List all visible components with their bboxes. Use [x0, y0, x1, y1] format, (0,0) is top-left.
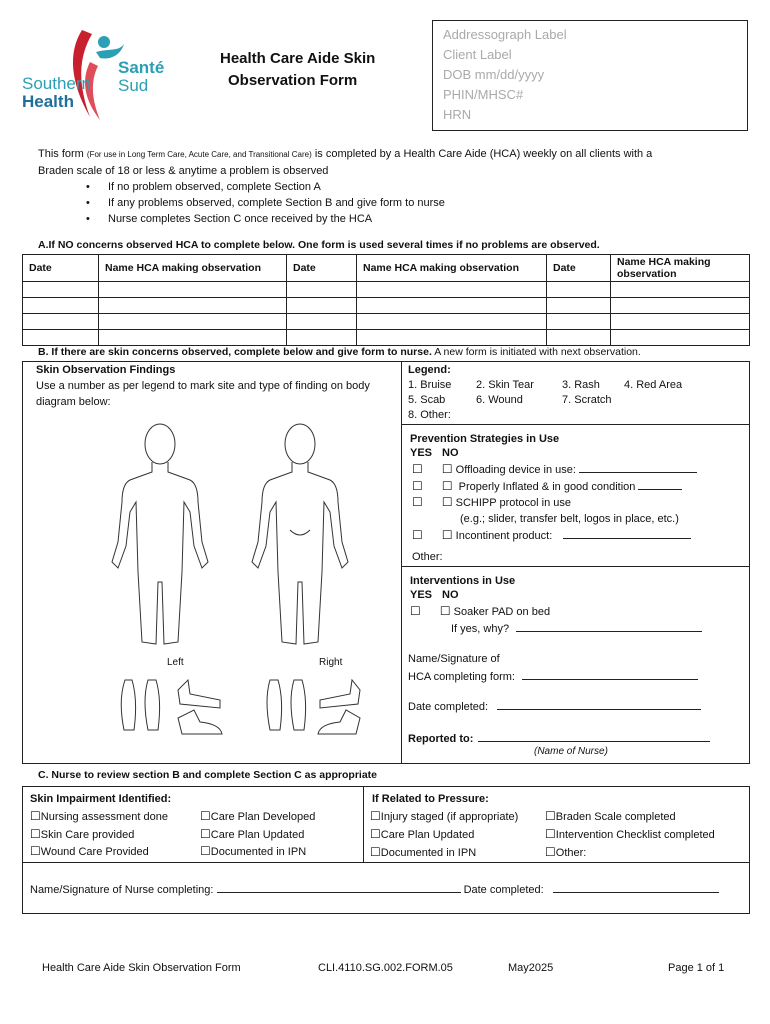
footer-page: Page 1 of 1 [668, 962, 725, 974]
no-checkbox[interactable] [440, 604, 451, 618]
table-row[interactable] [23, 298, 750, 314]
checkbox-label: Care Plan Updated [380, 829, 475, 841]
checkbox[interactable] [370, 809, 381, 823]
no-checkbox[interactable] [442, 479, 453, 493]
pressure-title: If Related to Pressure: [372, 793, 489, 805]
section-b-heading-rest: A new form is initiated with next observation. [431, 346, 641, 358]
yes-checkbox[interactable] [412, 495, 423, 509]
legend-item: 1. Bruise [408, 379, 452, 391]
left-foot-side-icon [178, 680, 222, 734]
intro-rest: is completed by a Health Care Aide (HCA) weekly on all clients with a [311, 148, 653, 160]
incontinent-field[interactable] [563, 528, 691, 539]
body-diagram[interactable] [100, 412, 360, 657]
yes-label: YES [410, 589, 433, 601]
reported-label: Reported to: [408, 733, 474, 745]
logo-southern: Southern [22, 74, 91, 93]
prevention-item-label: Offloading device in use: [455, 464, 576, 476]
address-line: PHIN/MHSC# [443, 87, 524, 102]
nurse-signature-field[interactable] [217, 882, 461, 893]
col-name: Name HCA making observation [357, 255, 547, 282]
checkbox[interactable] [370, 845, 381, 859]
hca-sig-label: HCA completing form: [408, 671, 515, 683]
checkbox-label: Wound Care Provided [40, 846, 149, 858]
section-b-heading [38, 346, 641, 358]
checkbox-item[interactable] [200, 843, 315, 861]
nurse-date-label: Date completed: [463, 884, 544, 896]
right-foot-side-icon [318, 680, 360, 734]
checkbox-label: Skin Care provided [40, 828, 135, 841]
pressure-col2 [545, 808, 715, 862]
prevention-row-incontinent [412, 528, 691, 542]
checkbox[interactable] [30, 844, 41, 858]
no-checkbox[interactable] [442, 495, 453, 509]
pressure-col1 [370, 808, 518, 862]
table-row[interactable] [23, 330, 750, 346]
checkbox-label: Documented in IPN [210, 846, 307, 858]
name-of-nurse: (Name of Nurse) [534, 746, 608, 757]
hca-sig-row [408, 669, 698, 683]
feet-diagram[interactable] [110, 670, 380, 740]
prevention-row-offloading [412, 462, 697, 476]
prevention-divider [401, 566, 750, 567]
checkbox-item[interactable] [370, 808, 518, 826]
checkbox-item[interactable] [30, 826, 168, 844]
reported-row [408, 731, 710, 745]
section-b-divider [401, 361, 402, 764]
yes-label: YES [410, 447, 433, 459]
address-line: Client Label [443, 47, 512, 62]
checkbox-item[interactable] [545, 844, 715, 862]
bullet-item: • Nurse completes Section C once received by the HCA [108, 211, 738, 227]
left-foot-soles-icon [121, 680, 159, 730]
section-c-divider [363, 786, 364, 862]
table-row[interactable] [23, 282, 750, 298]
intro-line2: Braden scale of 18 or less & anytime a problem is observed [38, 165, 329, 177]
col-name: Name HCA making observation [99, 255, 287, 282]
reported-field[interactable] [478, 731, 710, 742]
no-checkbox[interactable] [442, 528, 453, 542]
intro-paren: (For use in Long Term Care, Acute Care, and Transitional Care) [86, 150, 312, 159]
section-c-hline [22, 862, 750, 863]
prevention-item-label: SCHIPP protocol in use [455, 497, 572, 509]
logo-sante: Santé [118, 58, 165, 77]
form-title-line1: Health Care Aide Skin [220, 50, 376, 67]
checkbox-label: Intervention Checklist completed [555, 829, 715, 841]
col-date: Date [547, 255, 611, 282]
checkbox[interactable] [200, 844, 211, 858]
checkbox-label: Care Plan Updated [210, 828, 305, 841]
impairment-title: Skin Impairment Identified: [30, 793, 172, 805]
footer-code: CLI.4110.SG.002.FORM.05 [318, 962, 453, 974]
checkbox-item[interactable] [545, 808, 715, 826]
prevention-item-label: Incontinent product: [455, 530, 553, 542]
checkbox[interactable] [370, 827, 381, 841]
col-date: Date [287, 255, 357, 282]
soaker-row [410, 604, 550, 618]
impairment-col2 [200, 808, 315, 861]
offloading-field[interactable] [579, 462, 697, 473]
checkbox-item[interactable] [200, 808, 315, 826]
prevention-item-label: Properly Inflated & in good condition [458, 481, 636, 493]
checkbox[interactable] [200, 827, 211, 841]
bullet-item: • If any problems observed, complete Section B and give form to nurse [108, 195, 738, 211]
findings-text: diagram below: [36, 396, 111, 408]
checkbox-item[interactable] [370, 844, 518, 862]
prevention-row-schipp [412, 495, 571, 509]
checkbox[interactable] [200, 809, 211, 823]
yes-checkbox[interactable] [412, 462, 423, 476]
checkbox-label: Documented in IPN [380, 847, 477, 859]
right-foot-soles-icon [267, 680, 306, 730]
if-yes-label: If yes, why? [451, 623, 510, 635]
yes-checkbox[interactable] [410, 604, 421, 618]
yes-checkbox[interactable] [412, 528, 423, 542]
interventions-title: Interventions in Use [410, 575, 516, 587]
checkbox[interactable] [30, 827, 41, 841]
section-a-table [22, 254, 750, 346]
checkbox-item[interactable] [545, 826, 715, 844]
address-line: Addressograph Label [443, 27, 567, 42]
logo-health: Health [22, 92, 74, 111]
address-line: HRN [443, 107, 472, 122]
intro-bullets [108, 179, 738, 227]
legend-item: 6. Wound [476, 394, 523, 406]
form-title-line2: Observation Form [228, 72, 358, 89]
section-b-heading-bold: B. If there are skin concerns observed, complete below and give form to nurse. [38, 346, 432, 358]
checkbox-label: Nursing assessment done [40, 811, 168, 823]
front-figure-icon [112, 424, 208, 644]
checkbox-item[interactable] [30, 843, 168, 861]
legend-divider [401, 424, 750, 425]
checkbox[interactable] [545, 827, 556, 841]
table-row[interactable] [23, 314, 750, 330]
intro-lead: This form [38, 148, 87, 160]
findings-title: Skin Observation Findings [36, 364, 176, 376]
checkbox-item[interactable] [370, 826, 518, 844]
intro-paragraph [38, 146, 738, 227]
if-yes-field[interactable] [516, 621, 702, 632]
name-sig-label: Name/Signature of [408, 653, 500, 665]
checkbox-label: Other: [555, 847, 587, 859]
legend-item: 3. Rash [562, 379, 600, 391]
footer-date: May2025 [508, 962, 554, 974]
no-label: NO [442, 589, 459, 601]
nurse-date-field[interactable] [553, 882, 719, 893]
section-c-heading: C. Nurse to review section B and complete Section C as appropriate [38, 769, 378, 781]
col-name: Name HCA making observation [611, 255, 750, 282]
prevention-row-inflated [412, 479, 682, 493]
checkbox-label: Braden Scale completed [555, 811, 676, 823]
legend-item: 4. Red Area [624, 379, 683, 391]
logo-sud: Sud [118, 76, 149, 95]
section-a-heading: A.If NO concerns observed HCA to complete below. One form is used several times if no problems are observed. [38, 239, 600, 251]
bullet-item: • If no problem observed, complete Section A [108, 179, 738, 195]
checkbox-item[interactable] [30, 808, 168, 826]
left-label: Left [167, 657, 184, 668]
legend-item: 8. Other: [408, 409, 451, 421]
address-line: DOB mm/dd/yyyy [443, 67, 545, 82]
no-label: NO [442, 447, 459, 459]
logo [20, 22, 170, 122]
back-figure-icon [252, 424, 348, 644]
date-label: Date completed: [408, 701, 489, 713]
legend-title: Legend: [408, 364, 451, 376]
yes-checkbox[interactable] [412, 479, 423, 493]
no-checkbox[interactable] [442, 462, 453, 476]
right-label: Right [319, 657, 343, 668]
date-field[interactable] [497, 699, 701, 710]
impairment-col1 [30, 808, 168, 861]
if-yes-row [451, 621, 702, 635]
col-date: Date [23, 255, 99, 282]
soaker-label: Soaker PAD on bed [453, 606, 551, 618]
checkbox-item[interactable] [200, 826, 315, 844]
findings-text: Use a number as per legend to mark site and type of finding on body [36, 380, 370, 392]
checkbox[interactable] [545, 845, 556, 859]
other-label: Other: [412, 551, 443, 563]
checkbox[interactable] [30, 809, 41, 823]
legend-item: 7. Scratch [562, 394, 612, 406]
checkbox[interactable] [545, 809, 556, 823]
hca-signature-field[interactable] [522, 669, 698, 680]
prevention-note: (e.g.; slider, transfer belt, logos in place, etc.) [460, 513, 679, 525]
prevention-title: Prevention Strategies in Use [410, 433, 560, 445]
addressograph-box[interactable] [432, 20, 748, 131]
legend-item: 5. Scab [408, 394, 446, 406]
inflated-field[interactable] [638, 479, 682, 490]
footer-title: Health Care Aide Skin Observation Form [42, 962, 241, 974]
nurse-sig-label: Name/Signature of Nurse completing: [30, 884, 214, 896]
legend-item: 2. Skin Tear [476, 379, 534, 391]
checkbox-label: Injury staged (if appropriate) [380, 811, 519, 823]
date-row [408, 699, 701, 713]
nurse-sig-row [30, 882, 719, 896]
checkbox-label: Care Plan Developed [210, 811, 316, 823]
